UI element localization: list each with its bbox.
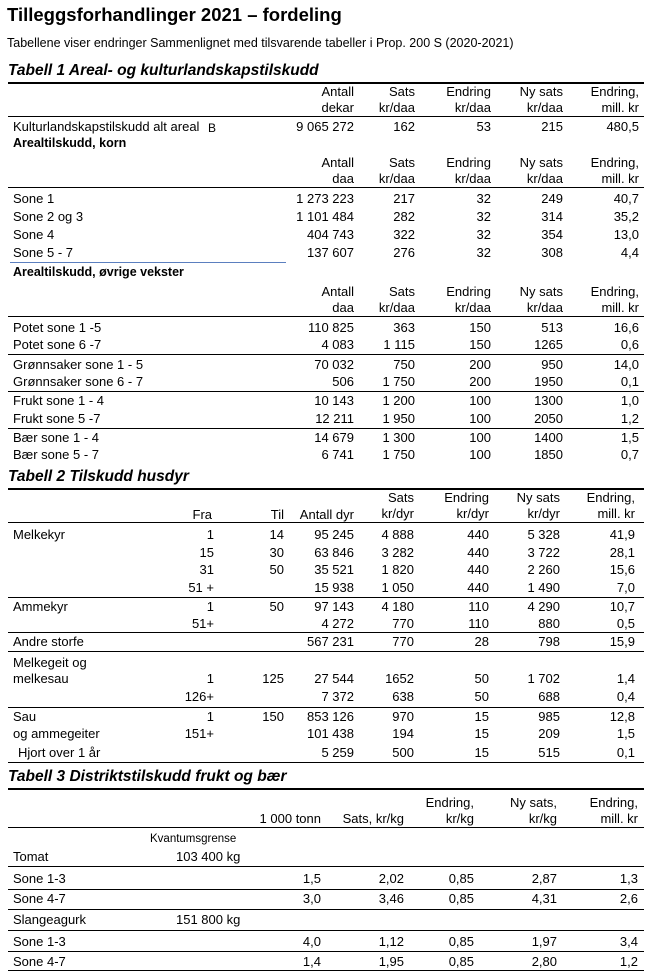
row-label: Bær sone 1 - 4 (13, 430, 99, 445)
header-ny-sats-line: Ny sats (519, 284, 563, 299)
cell-sats: 4 180 (381, 599, 414, 614)
cell-fra: 51+ (191, 616, 214, 631)
cell-endring: 53 (476, 119, 491, 134)
cell-nysats: 1400 (534, 430, 563, 445)
group-rule (8, 391, 644, 392)
cell-0: 4,0 (302, 934, 321, 949)
cell-endring-mill: 1,5 (616, 726, 635, 741)
row-label: Sone 4-7 (13, 891, 66, 906)
header-sats-line: Sats (388, 284, 415, 299)
cell-nysats: 2050 (534, 411, 563, 426)
cell-sats: 1 300 (382, 430, 415, 445)
cell-nysats: 688 (538, 689, 560, 704)
group-rule (8, 707, 644, 708)
kvantum-slangeagurk: 151 800 kg (176, 912, 241, 927)
cell-nysats: 950 (541, 357, 563, 372)
header-endring-mill (587, 490, 635, 522)
header-sats (379, 84, 415, 116)
cell-nysats: 1265 (534, 337, 563, 352)
header-endring-mill-line: mill. kr (601, 300, 639, 315)
header-sats-line: Sats (387, 490, 414, 505)
row-label: Ammekyr (13, 599, 68, 614)
row-label: Sone 5 - 7 (13, 245, 73, 260)
cell-nysats: 985 (538, 709, 560, 724)
cell-antall: 15 938 (314, 580, 354, 595)
row-rule (8, 889, 644, 890)
cell-endring: 150 (469, 320, 491, 335)
cell-2: 0,85 (448, 954, 474, 969)
cell-nysats: 798 (538, 634, 560, 649)
row-label: Sone 4-7 (13, 954, 66, 969)
group-rule (8, 428, 644, 429)
header-ny-sats (510, 795, 557, 827)
cell-nysats: 308 (541, 245, 563, 260)
cell-sats: 276 (393, 245, 415, 260)
cell-3: 1,97 (531, 934, 557, 949)
cell-endring: 200 (469, 374, 491, 389)
group-rule (8, 597, 644, 598)
cell-endring: 28 (474, 634, 489, 649)
cell-antall: 1 273 223 (296, 191, 354, 206)
cell-0: 1,4 (302, 954, 321, 969)
group-rule (8, 930, 644, 931)
kvantum-header: Kvantumsgrense (150, 833, 237, 845)
row-label: melkesau (13, 671, 69, 686)
cell-2: 0,85 (448, 891, 474, 906)
cell-antall: 506 (332, 374, 354, 389)
cell-antall: 5 259 (321, 745, 354, 760)
header-endring-mill-line: mill. kr (601, 171, 639, 186)
row-marker: B (208, 121, 217, 135)
header-ny-sats-line: Ny sats (519, 84, 563, 99)
cell-sats: 4 888 (381, 527, 414, 542)
header-sats (379, 284, 415, 316)
section-label-korn: Arealtilskudd, korn (13, 136, 127, 150)
cell-antall: 404 743 (307, 227, 354, 242)
cell-endring: 440 (467, 580, 489, 595)
header-endring-line: kr/daa (454, 100, 491, 115)
cell-endring-mill: 0,6 (620, 337, 639, 352)
cell-endring-mill: 12,8 (609, 709, 635, 724)
cell-endring-mill: 0,7 (620, 447, 639, 462)
cell-endring: 110 (468, 599, 489, 614)
cell-antall: 101 438 (307, 726, 354, 741)
cell-endring-mill: 16,6 (613, 320, 639, 335)
cell-fra: 31 (199, 562, 214, 577)
header-ny-sats-line: Ny sats (516, 490, 560, 505)
cell-endring-mill: 15,6 (609, 562, 635, 577)
header-ny-sats-line: kr/daa (526, 100, 563, 115)
header-antall-line: Antall (321, 155, 354, 170)
cell-til: 50 (269, 599, 284, 614)
cell-til: 14 (269, 527, 284, 542)
cell-sats: 3 282 (381, 545, 414, 560)
header-ny-sats-line: kr/kg (528, 811, 557, 826)
cell-nysats: 1 702 (527, 671, 560, 686)
header-sats-line: kr/daa (378, 100, 415, 115)
cell-4: 2,6 (619, 891, 638, 906)
row-label: Hjort over 1 år (18, 745, 101, 760)
header-endring-mill-line: Endring, (586, 490, 635, 505)
header-endring (446, 284, 491, 316)
cell-endring: 440 (467, 527, 489, 542)
row-label: Grønnsaker sone 6 - 7 (13, 374, 144, 389)
cell-2: 0,85 (448, 934, 474, 949)
header-endring-mill-line: mill. kr (597, 506, 635, 521)
cell-sats: 322 (393, 227, 415, 242)
cell-antall: 12 211 (315, 411, 354, 426)
cell-antall: 7 372 (321, 689, 354, 704)
cell-fra: 126+ (184, 689, 214, 704)
cell-nysats: 354 (541, 227, 563, 242)
cell-antall: 9 065 272 (296, 119, 354, 134)
cell-nysats: 513 (541, 320, 563, 335)
cell-antall: 63 846 (314, 545, 354, 560)
cell-nysats: 1950 (534, 374, 563, 389)
header-endring (426, 795, 474, 827)
row-label: og ammegeiter (13, 726, 100, 741)
cell-endring: 15 (474, 745, 489, 760)
row-label: Melkekyr (13, 527, 66, 542)
cell-antall: 27 544 (314, 671, 354, 686)
cell-endring: 440 (467, 545, 489, 560)
cell-endring-mill: 4,4 (620, 245, 639, 260)
cell-endring-mill: 1,4 (616, 671, 635, 686)
cell-0: 1,5 (302, 871, 321, 886)
cell-4: 1,3 (619, 871, 638, 886)
header-sats: Sats, kr/kg (342, 811, 404, 826)
cell-sats: 1 750 (382, 447, 415, 462)
header-antall (321, 155, 354, 187)
header-endring-mill-line: Endring, (589, 795, 638, 810)
cell-antall: 110 825 (307, 320, 354, 335)
cell-1: 1,12 (378, 934, 404, 949)
cell-antall: 35 521 (314, 562, 354, 577)
page-title: Tilleggsforhandlinger 2021 – fordeling (7, 4, 342, 25)
cell-sats: 162 (393, 119, 415, 134)
header-sats-line: kr/dyr (381, 506, 414, 521)
header-antall (321, 84, 354, 116)
header-endring-line: Endring (444, 490, 489, 505)
cell-endring-mill: 0,4 (616, 689, 635, 704)
product-label-tomat: Tomat (13, 849, 49, 864)
header-endring-line: Endring (446, 284, 491, 299)
cell-nysats: 314 (541, 209, 563, 224)
cell-2: 0,85 (448, 871, 474, 886)
cell-sats: 1 200 (382, 393, 415, 408)
header-endring-mill (591, 284, 639, 316)
row-label: Potet sone 6 -7 (13, 337, 102, 352)
cell-endring: 15 (474, 726, 489, 741)
header-sats (379, 155, 415, 187)
cell-fra: 1 (206, 527, 214, 542)
header-sats-line: Sats (388, 84, 415, 99)
cell-1: 3,46 (378, 891, 404, 906)
row-label: Frukt sone 1 - 4 (13, 393, 105, 408)
row-label: Kulturlandskapstilskudd alt areal (13, 119, 200, 134)
header-endring-mill-line: mill. kr (600, 811, 638, 826)
header-ny-sats (517, 490, 560, 522)
cell-1: 1,95 (378, 954, 404, 969)
cell-antall: 70 032 (314, 357, 354, 372)
group-rule (8, 866, 644, 867)
cell-sats: 1 050 (381, 580, 414, 595)
cell-antall: 10 143 (314, 393, 354, 408)
header-rule (8, 316, 644, 317)
cell-nysats: 1300 (534, 393, 563, 408)
cell-sats: 1 950 (382, 411, 415, 426)
cell-sats: 500 (392, 745, 414, 760)
page-subtitle: Tabellene viser endringer Sammenlignet med tilsvarende tabeller i Prop. 200 S (2020-2021) (7, 36, 514, 50)
cell-fra: 1 (206, 709, 214, 724)
bottom-rule (8, 970, 644, 971)
row-label: Grønnsaker sone 1 - 5 (13, 357, 144, 372)
header-fra: Fra (192, 507, 212, 522)
header-rule (8, 827, 644, 828)
cell-endring: 200 (469, 357, 491, 372)
cell-sats: 750 (393, 357, 415, 372)
header-endring-line: kr/daa (454, 171, 491, 186)
cell-antall: 137 607 (307, 245, 354, 260)
cell-endring-mill: 1,0 (620, 393, 639, 408)
header-antall-line: dekar (321, 100, 354, 115)
cell-nysats: 880 (538, 616, 560, 631)
header-endring-mill (591, 155, 639, 187)
cell-nysats: 209 (538, 726, 560, 741)
header-sats-line: kr/daa (378, 300, 415, 315)
cell-endring-mill: 40,7 (613, 191, 639, 206)
cell-sats: 1 820 (381, 562, 414, 577)
cell-nysats: 1850 (534, 447, 563, 462)
row-label: Sone 1 (13, 191, 55, 206)
cell-antall: 1 101 484 (296, 209, 354, 224)
header-ny-sats-line: kr/daa (526, 171, 563, 186)
header-sats (382, 490, 415, 522)
cell-til: 50 (269, 562, 284, 577)
header-til: Til (270, 507, 284, 522)
cell-endring: 150 (469, 337, 491, 352)
cell-endring: 100 (469, 411, 491, 426)
cell-nysats: 2 260 (527, 562, 560, 577)
cell-endring-mill: 1,2 (620, 411, 639, 426)
cell-sats: 770 (392, 634, 414, 649)
product-label-slangeagurk: Slangeagurk (13, 912, 86, 927)
cell-sats: 638 (392, 689, 414, 704)
header-endring-line: Endring (446, 155, 491, 170)
header-rule (8, 522, 644, 523)
cell-endring-mill: 0,1 (620, 374, 639, 389)
table1-title: Tabell 1 Areal- og kulturlandskapstilskudd (8, 62, 319, 79)
cell-nysats: 249 (541, 191, 563, 206)
cell-sats: 770 (392, 616, 414, 631)
cell-endring-mill: 28,1 (609, 545, 635, 560)
cell-endring: 100 (469, 447, 491, 462)
cell-nysats: 515 (538, 745, 560, 760)
cell-endring-mill: 35,2 (613, 209, 639, 224)
header-antall-line: daa (332, 300, 354, 315)
row-label: Sone 1-3 (13, 871, 66, 886)
cell-endring-mill: 0,1 (616, 745, 635, 760)
header-endring-mill-line: Endring, (590, 284, 639, 299)
cell-endring: 100 (469, 393, 491, 408)
cell-sats: 194 (392, 726, 414, 741)
header-ny-sats (520, 155, 563, 187)
header-ny-sats-line: kr/dyr (527, 506, 560, 521)
row-label: Sone 2 og 3 (13, 209, 84, 224)
cell-fra: 151+ (184, 726, 214, 741)
header-sats-line: kr/daa (378, 171, 415, 186)
header-sats-line: Sats (388, 155, 415, 170)
header-endring-line: kr/daa (454, 300, 491, 315)
cell-sats: 1 115 (383, 337, 415, 352)
header-ny-sats-line: Ny sats (519, 155, 563, 170)
row-label: Andre storfe (13, 634, 84, 649)
cell-endring-mill: 14,0 (613, 357, 639, 372)
cell-endring: 15 (474, 709, 489, 724)
table2-title: Tabell 2 Tilskudd husdyr (8, 468, 189, 485)
cell-endring: 110 (468, 616, 489, 631)
cell-endring: 32 (476, 209, 491, 224)
header-antall-line: daa (332, 171, 354, 186)
row-rule (8, 951, 644, 952)
table3-top-rule (8, 788, 644, 790)
header-ny-sats-line: Ny sats, (510, 795, 557, 810)
cell-antall: 6 741 (321, 447, 354, 462)
cell-endring-mill: 0,5 (616, 616, 635, 631)
cell-fra: 15 (199, 545, 214, 560)
header-endring-mill (591, 84, 639, 116)
cell-antall: 4 272 (321, 616, 354, 631)
cell-antall: 95 245 (314, 527, 354, 542)
header-endring-mill-line: mill. kr (601, 100, 639, 115)
header-endring-mill (590, 795, 638, 827)
cell-endring: 32 (476, 227, 491, 242)
cell-antall: 14 679 (314, 430, 354, 445)
header-antall-line: Antall (321, 84, 354, 99)
cell-fra: 1 (206, 671, 214, 686)
kvantum-tomat: 103 400 kg (176, 849, 241, 864)
cell-endring: 50 (474, 689, 489, 704)
cell-antall: 567 231 (307, 634, 354, 649)
cell-3: 2,80 (531, 954, 557, 969)
cell-sats: 1652 (385, 671, 414, 686)
cell-antall: 97 143 (314, 599, 354, 614)
header-ny-sats (520, 84, 563, 116)
section-label-ovrige: Arealtilskudd, øvrige vekster (13, 265, 184, 279)
cell-endring: 440 (467, 562, 489, 577)
cell-endring-mill: 15,9 (609, 634, 635, 649)
cell-endring-mill: 480,5 (606, 119, 639, 134)
header-rule (8, 187, 644, 188)
cell-fra: 1 (206, 599, 214, 614)
group-rule (8, 632, 644, 633)
header-rule (8, 116, 644, 117)
underline-rule (10, 262, 286, 263)
group-rule (8, 909, 644, 910)
row-label: Melkegeit og (13, 655, 87, 670)
header-ny-sats-line: kr/daa (526, 300, 563, 315)
header-endring-line: Endring (446, 84, 491, 99)
header-endring-mill-line: Endring, (590, 84, 639, 99)
cell-endring-mill: 13,0 (613, 227, 639, 242)
row-label: Frukt sone 5 -7 (13, 411, 101, 426)
header-endring (444, 490, 489, 522)
cell-endring-mill: 41,9 (609, 527, 635, 542)
cell-antall: 4 083 (321, 337, 354, 352)
cell-endring: 50 (474, 671, 489, 686)
cell-endring-mill: 7,0 (616, 580, 635, 595)
cell-nysats: 5 328 (527, 527, 560, 542)
header-endring (446, 84, 491, 116)
cell-endring: 32 (476, 245, 491, 260)
cell-nysats: 1 490 (527, 580, 560, 595)
header-ny-sats (520, 284, 563, 316)
cell-sats: 282 (393, 209, 415, 224)
cell-antall: 853 126 (307, 709, 354, 724)
header-tonn: 1 000 tonn (259, 811, 321, 826)
cell-sats: 217 (393, 191, 415, 206)
cell-sats: 970 (392, 709, 414, 724)
cell-nysats: 215 (541, 119, 563, 134)
group-rule (8, 354, 644, 355)
cell-3: 2,87 (531, 871, 557, 886)
row-label: Sone 1-3 (13, 934, 66, 949)
cell-1: 2,02 (378, 871, 404, 886)
group-rule (8, 651, 644, 652)
header-endring-mill-line: Endring, (590, 155, 639, 170)
cell-4: 1,2 (619, 954, 638, 969)
header-endring-line: kr/kg (445, 811, 474, 826)
header-antall-dyr: Antall dyr (299, 507, 354, 522)
bottom-rule (8, 762, 644, 763)
row-label: Potet sone 1 -5 (13, 320, 102, 335)
cell-4: 3,4 (619, 934, 638, 949)
cell-sats: 363 (393, 320, 415, 335)
table3-title: Tabell 3 Distriktstilskudd frukt og bær (8, 768, 287, 785)
row-label: Sone 4 (13, 227, 55, 242)
header-endring-line: kr/dyr (456, 506, 489, 521)
header-antall (321, 284, 354, 316)
cell-til: 30 (269, 545, 284, 560)
cell-endring: 100 (469, 430, 491, 445)
cell-nysats: 3 722 (527, 545, 560, 560)
cell-0: 3,0 (302, 891, 321, 906)
header-endring (446, 155, 491, 187)
cell-til: 150 (262, 709, 284, 724)
cell-nysats: 4 290 (527, 599, 560, 614)
header-endring-line: Endring, (425, 795, 474, 810)
cell-endring-mill: 10,7 (609, 599, 635, 614)
cell-endring: 32 (476, 191, 491, 206)
cell-3: 4,31 (531, 891, 557, 906)
cell-til: 125 (262, 671, 284, 686)
row-label: Sau (13, 709, 37, 724)
cell-endring-mill: 1,5 (620, 430, 639, 445)
row-label: Bær sone 5 - 7 (13, 447, 99, 462)
cell-fra: 51 + (188, 580, 214, 595)
cell-sats: 1 750 (382, 374, 415, 389)
header-antall-line: Antall (321, 284, 354, 299)
